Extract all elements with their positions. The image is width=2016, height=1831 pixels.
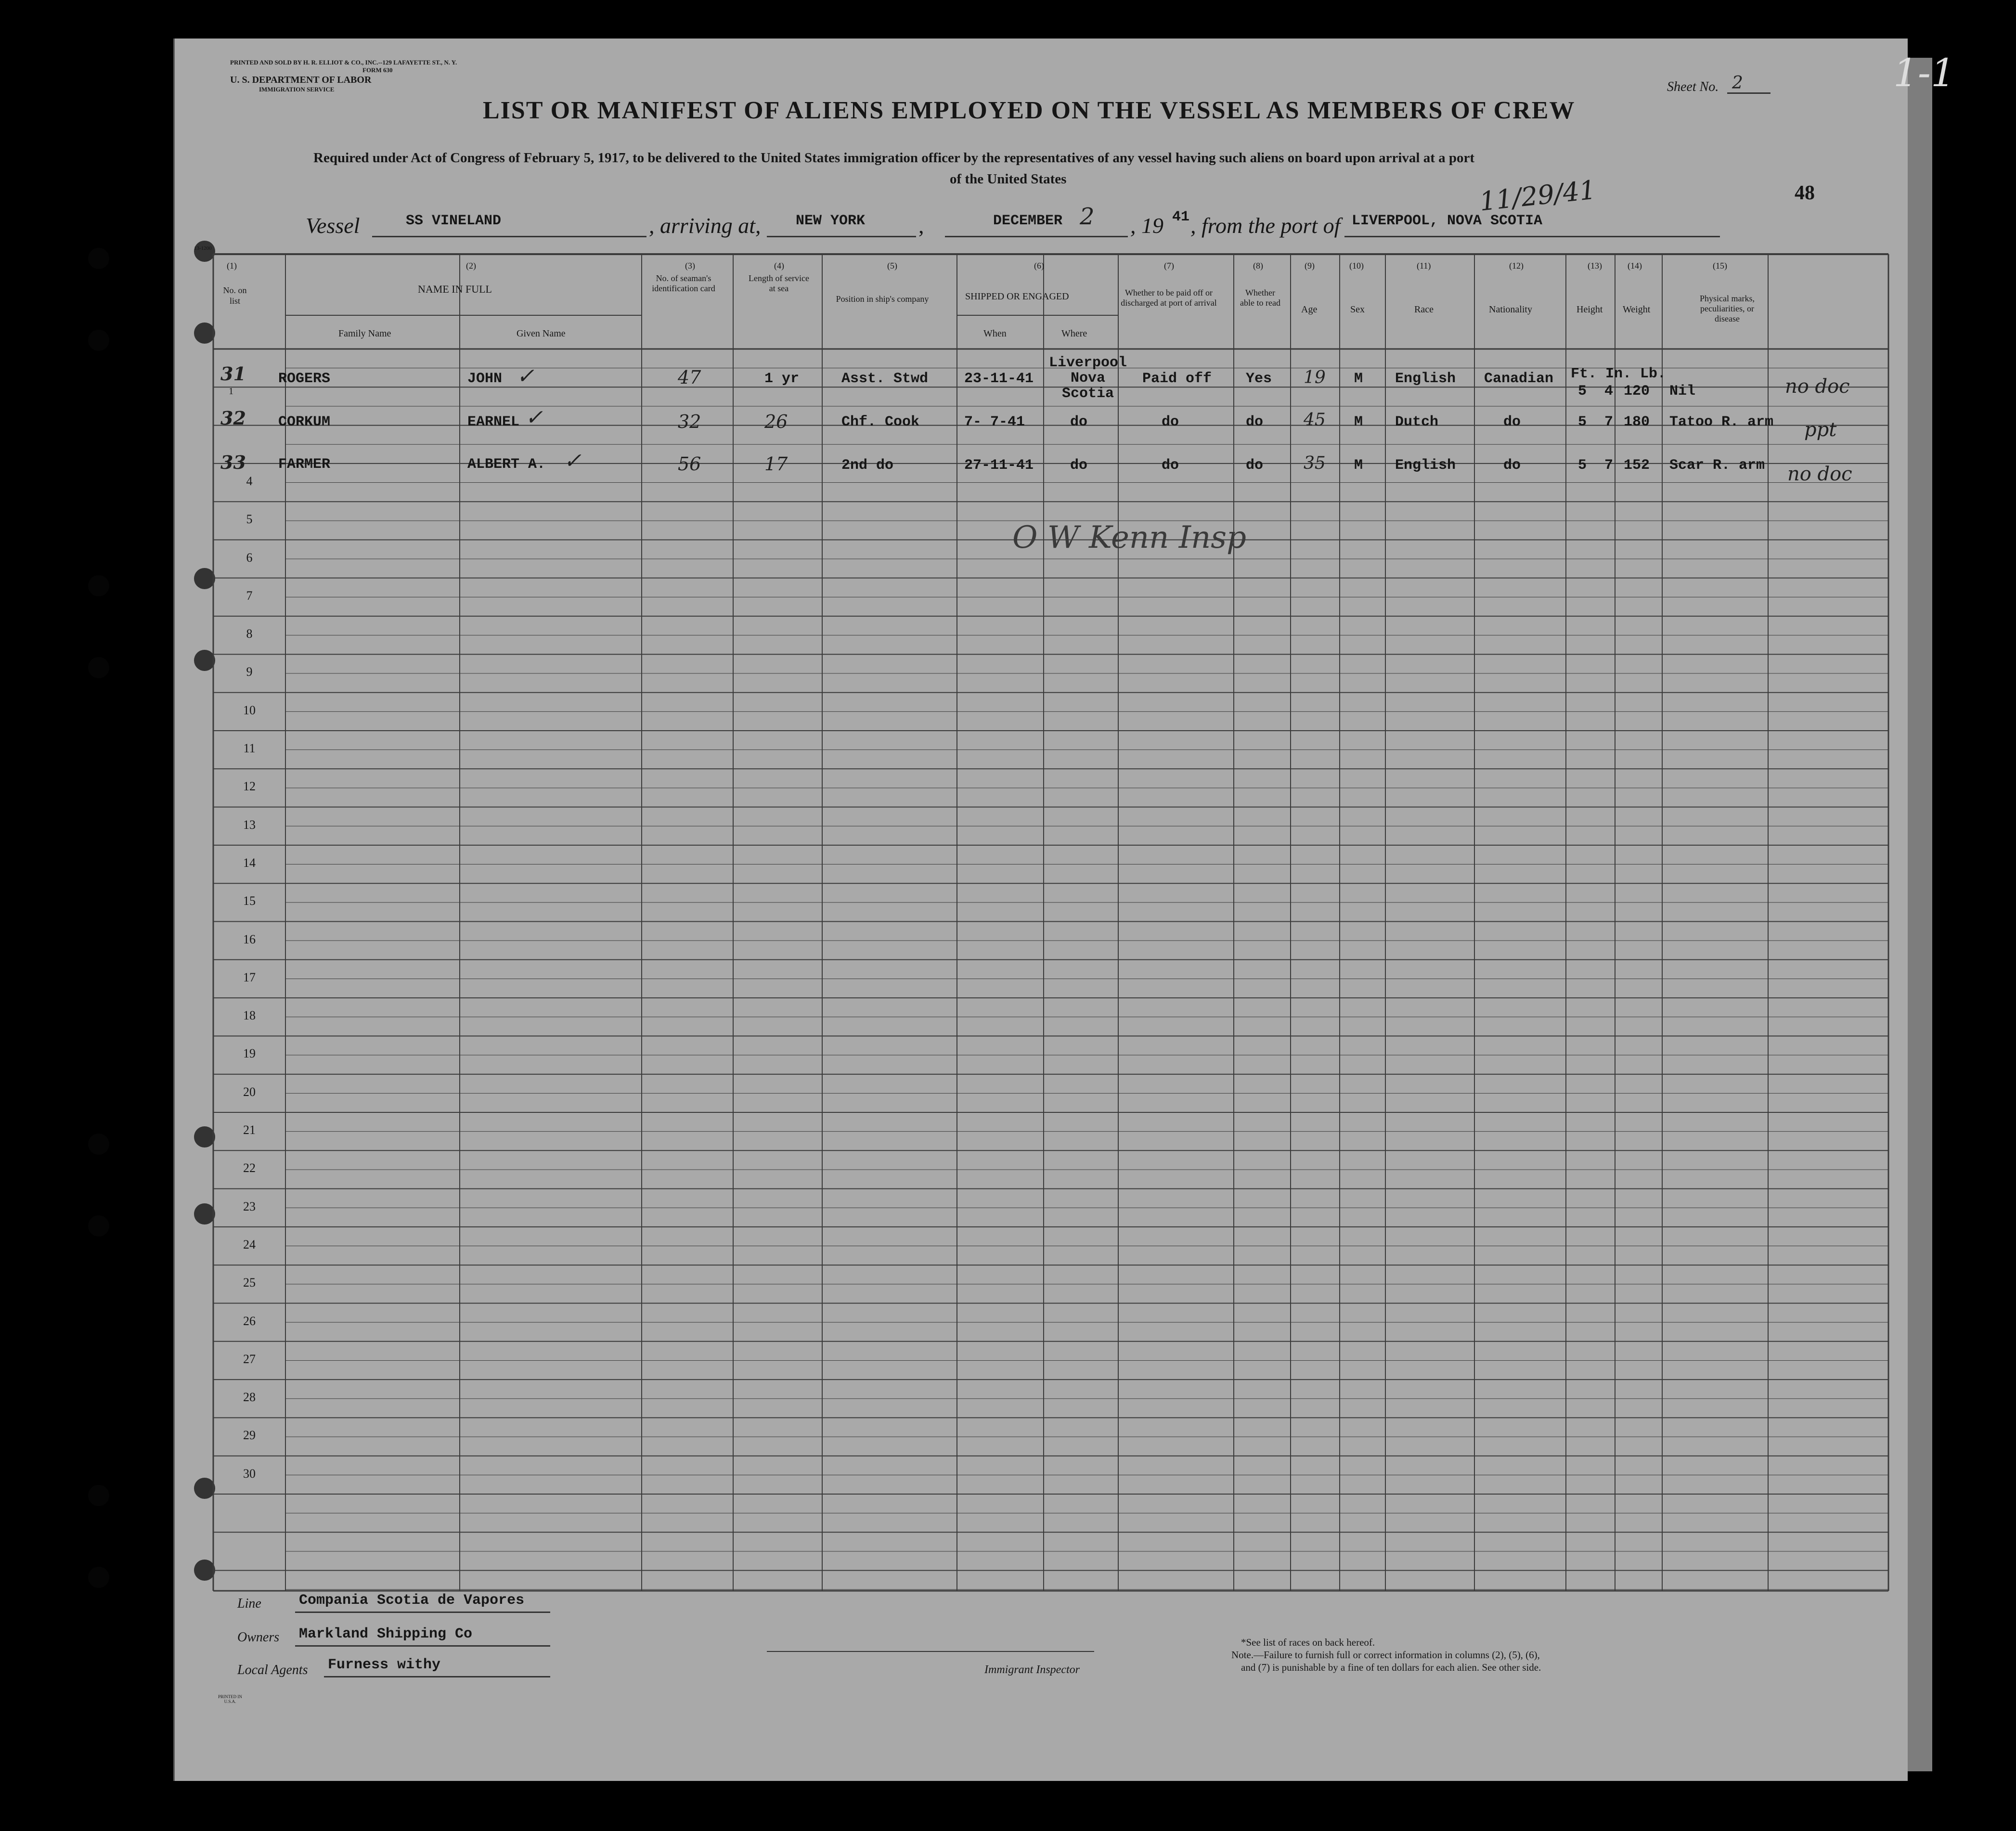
able-to-read: do — [1246, 457, 1264, 474]
binder-hole — [88, 575, 109, 596]
shipped-where: Liverpool Nova Scotia — [1048, 355, 1127, 402]
col1-header: No. on list — [223, 285, 247, 306]
weight-lb: 180 — [1624, 414, 1650, 430]
col12-header: Nationality — [1489, 304, 1532, 315]
service-length: 17 — [764, 453, 788, 475]
shipped-when: 7- 7-41 — [964, 414, 1025, 430]
shipped-where: do — [1070, 414, 1088, 430]
col5-header: Position in ship's company — [836, 294, 929, 304]
year-prefix: , 19 — [1130, 213, 1163, 238]
row-number: 15 — [243, 894, 256, 908]
col2-header: NAME IN FULL — [418, 283, 492, 295]
row-number: 14 — [243, 855, 256, 870]
row-number: 11 — [243, 741, 256, 755]
nationality: do — [1503, 414, 1521, 430]
vessel-owners: Markland Shipping Co — [299, 1626, 473, 1642]
paid-off: do — [1162, 414, 1179, 430]
position: Chf. Cook — [841, 414, 920, 430]
row-number: 19 — [243, 1046, 256, 1061]
able-to-read: do — [1246, 414, 1264, 430]
row-number: 30 — [243, 1466, 256, 1481]
row-number: 8 — [246, 627, 253, 641]
arrival-port: NEW YORK — [796, 213, 866, 229]
arriving-label: , arriving at, — [649, 213, 761, 238]
line-underline — [295, 1612, 550, 1613]
col9-number: (9) — [1305, 261, 1315, 271]
col2a-header: Family Name — [338, 328, 391, 339]
row-number: 17 — [243, 970, 256, 984]
physical-marks: Nil — [1669, 383, 1696, 400]
paid-off: Paid off — [1142, 371, 1212, 387]
col4-header: Length of service at sea — [749, 273, 809, 293]
check-mark: ✓ — [564, 449, 582, 473]
age: 35 — [1304, 453, 1326, 473]
check-mark: ✓ — [525, 405, 543, 430]
form-code: 13-1200 — [194, 245, 212, 251]
binder-hole — [88, 657, 109, 678]
col2-number: (2) — [466, 261, 476, 271]
row-number: 18 — [243, 1008, 256, 1023]
col9-header: Age — [1301, 304, 1318, 315]
sheet-number: 2 — [1732, 73, 1743, 93]
vessel-name: SS VINELAND — [406, 213, 502, 229]
handwritten-date: 11/29/41 — [1478, 174, 1598, 217]
col10-header: Sex — [1350, 304, 1365, 315]
given-name: ALBERT A. — [467, 456, 546, 473]
col8-number: (8) — [1253, 261, 1263, 271]
penalty-note-2: and (7) is punishable by a fine of ten dollars for each alien. See other side. — [1241, 1662, 1541, 1673]
height-ft: 5 — [1578, 414, 1587, 430]
col10-number: (10) — [1349, 261, 1364, 271]
row-number: 21 — [243, 1123, 256, 1137]
list-number: 31 — [220, 363, 246, 385]
printer-credit: PRINTED AND SOLD BY H. R. ELLIOT & CO., INC.--129 LAFAYETTE ST., N. Y. — [230, 59, 457, 66]
penalty-note-1: Note.—Failure to furnish full or correct information in columns (2), (5), (6), — [1231, 1649, 1540, 1661]
row-number: 24 — [243, 1237, 256, 1251]
physical-marks: Scar R. arm — [1669, 457, 1765, 474]
col6b-header: Where — [1061, 328, 1087, 339]
age: 45 — [1304, 410, 1326, 430]
service-name: IMMIGRATION SERVICE — [259, 86, 335, 93]
col15-header: Physical marks, peculiarities, or disease — [1700, 294, 1755, 323]
position: Asst. Stwd — [841, 371, 929, 387]
inspector-signature-line — [767, 1651, 1094, 1652]
binder-hole — [88, 248, 109, 269]
binder-hole — [88, 1215, 109, 1237]
height-ft: 5 — [1578, 457, 1587, 474]
nationality: Canadian — [1484, 371, 1554, 387]
col2b-header: Given Name — [517, 328, 566, 339]
height-in: 7 — [1604, 414, 1614, 430]
family-name: ROGERS — [278, 371, 331, 387]
col4-number: (4) — [774, 261, 784, 271]
col3-number: (3) — [685, 261, 695, 271]
document-subtitle-line2: of the United States — [950, 171, 1067, 187]
sheet-number-label: Sheet No. — [1667, 79, 1719, 94]
col15-number: (15) — [1713, 261, 1727, 271]
able-to-read: Yes — [1246, 371, 1272, 387]
printed-in-usa: PRINTED IN U.S.A. — [218, 1694, 242, 1704]
inspector-signature: O W Kenn Insp — [1012, 520, 1246, 555]
row-number: 7 — [246, 588, 253, 603]
row-number: 13 — [243, 817, 256, 832]
row-number: 9 — [246, 665, 253, 679]
race: English — [1395, 457, 1456, 474]
row-number: 26 — [243, 1314, 256, 1328]
row-number: 25 — [243, 1276, 256, 1290]
height-in: 4 — [1604, 383, 1614, 400]
page-number: 48 — [1795, 182, 1815, 204]
row-number: 23 — [243, 1199, 256, 1213]
col7-header: Whether to be paid off or discharged at port of arrival — [1121, 288, 1217, 308]
row-number: 16 — [243, 932, 256, 946]
shipped-when: 27-11-41 — [964, 457, 1034, 474]
col13-number: (13) — [1588, 261, 1602, 271]
manifest-sheet — [173, 39, 1955, 1781]
sex: M — [1354, 414, 1363, 430]
list-number: 33 — [220, 451, 246, 473]
binder-hole — [88, 1485, 109, 1506]
nationality: do — [1503, 457, 1521, 474]
owners-label: Owners — [237, 1630, 280, 1645]
row-number: 29 — [243, 1428, 256, 1443]
shipped-when: 23-11-41 — [964, 371, 1034, 387]
given-name: EARNEL — [467, 414, 520, 430]
handwritten-note: no doc — [1785, 375, 1850, 398]
arrival-day: 2 — [1080, 203, 1095, 230]
comma: , — [918, 213, 924, 238]
race: English — [1395, 371, 1456, 387]
binder-hole — [88, 330, 109, 351]
document-subtitle: Required under Act of Congress of February 5, 1917, to be delivered to the United States immigration officer by the representatives of any vessel having such aliens on board upon arrival at a port — [313, 150, 1475, 166]
binder-hole — [88, 1134, 109, 1155]
family-name: CORKUM — [278, 414, 331, 430]
weight-lb: 152 — [1624, 457, 1650, 474]
year-suffix: 41 — [1172, 209, 1190, 225]
col6-header: SHIPPED OR ENGAGED — [965, 291, 1069, 302]
list-number: 32 — [220, 407, 246, 429]
shipped-where: do — [1070, 457, 1088, 474]
col6a-header: When — [983, 328, 1007, 339]
col12-number: (12) — [1509, 261, 1524, 271]
row-number: 22 — [243, 1161, 256, 1175]
arrival-month: DECEMBER — [993, 213, 1063, 229]
weight-lb: 120 — [1624, 383, 1650, 400]
age: 19 — [1304, 368, 1326, 387]
document-title: LIST OR MANIFEST OF ALIENS EMPLOYED ON THE VESSEL AS MEMBERS OF CREW — [483, 97, 1576, 124]
row-number: 27 — [243, 1352, 256, 1366]
shipping-line: Compania Scotia de Vapores — [299, 1592, 525, 1609]
col1-number: (1) — [227, 261, 237, 271]
col7-number: (7) — [1164, 261, 1174, 271]
col14-number: (14) — [1628, 261, 1642, 271]
races-note: *See list of races on back hereof. — [1241, 1637, 1375, 1648]
service-length: 1 yr — [764, 371, 800, 387]
col11-header: Race — [1414, 304, 1434, 315]
id-card-number: 56 — [678, 453, 701, 475]
row-number: 20 — [243, 1084, 256, 1099]
height-ft: 5 — [1578, 383, 1587, 400]
sex: M — [1354, 371, 1363, 387]
row-number: 12 — [243, 779, 256, 794]
row-number: 5 — [246, 512, 253, 527]
col13-header: Height — [1577, 304, 1603, 315]
physical-marks: Tatoo R. arm — [1669, 414, 1774, 430]
local-agents: Furness withy — [328, 1657, 441, 1673]
col3-header: No. of seaman's identification card — [652, 273, 715, 293]
row-number: 4 — [246, 474, 253, 488]
agents-label: Local Agents — [237, 1663, 308, 1677]
inspector-label: Immigrant Inspector — [984, 1663, 1080, 1676]
row-number: 28 — [243, 1390, 256, 1405]
department-name: U. S. DEPARTMENT OF LABOR — [230, 75, 372, 85]
binder-hole — [88, 1567, 109, 1588]
service-length: 26 — [764, 411, 788, 432]
handwritten-note: ppt — [1804, 419, 1837, 441]
sex: M — [1354, 457, 1363, 474]
owners-underline — [295, 1645, 550, 1647]
id-card-number: 32 — [678, 411, 701, 432]
corner-mark: 1-1 — [1893, 51, 1955, 95]
col14-header: Weight — [1623, 304, 1651, 315]
departure-port: LIVERPOOL, NOVA SCOTIA — [1352, 213, 1543, 229]
given-name: JOHN — [467, 371, 503, 387]
agents-underline — [324, 1676, 550, 1677]
family-name: FARMER — [278, 456, 331, 473]
race: Dutch — [1395, 414, 1439, 430]
from-port-label: , from the port of — [1190, 213, 1341, 238]
row-number: 6 — [246, 550, 253, 565]
check-mark: ✓ — [517, 364, 534, 388]
paid-off: do — [1162, 457, 1179, 474]
position: 2nd do — [841, 457, 894, 474]
col6-number: (6) — [1034, 261, 1044, 271]
col5-number: (5) — [887, 261, 897, 271]
id-card-number: 47 — [678, 367, 701, 388]
form-number: FORM 630 — [362, 66, 393, 74]
height-in: 7 — [1604, 457, 1614, 474]
vessel-label: Vessel — [306, 213, 360, 238]
sub-number: 1 — [229, 386, 233, 397]
handwritten-note: no doc — [1787, 463, 1852, 485]
height-weight-units: Ft. In. Lb. — [1571, 366, 1667, 382]
col8-header: Whether able to read — [1240, 288, 1280, 308]
col11-number: (11) — [1417, 261, 1431, 271]
line-label: Line — [237, 1596, 261, 1611]
row-number: 10 — [243, 703, 256, 717]
